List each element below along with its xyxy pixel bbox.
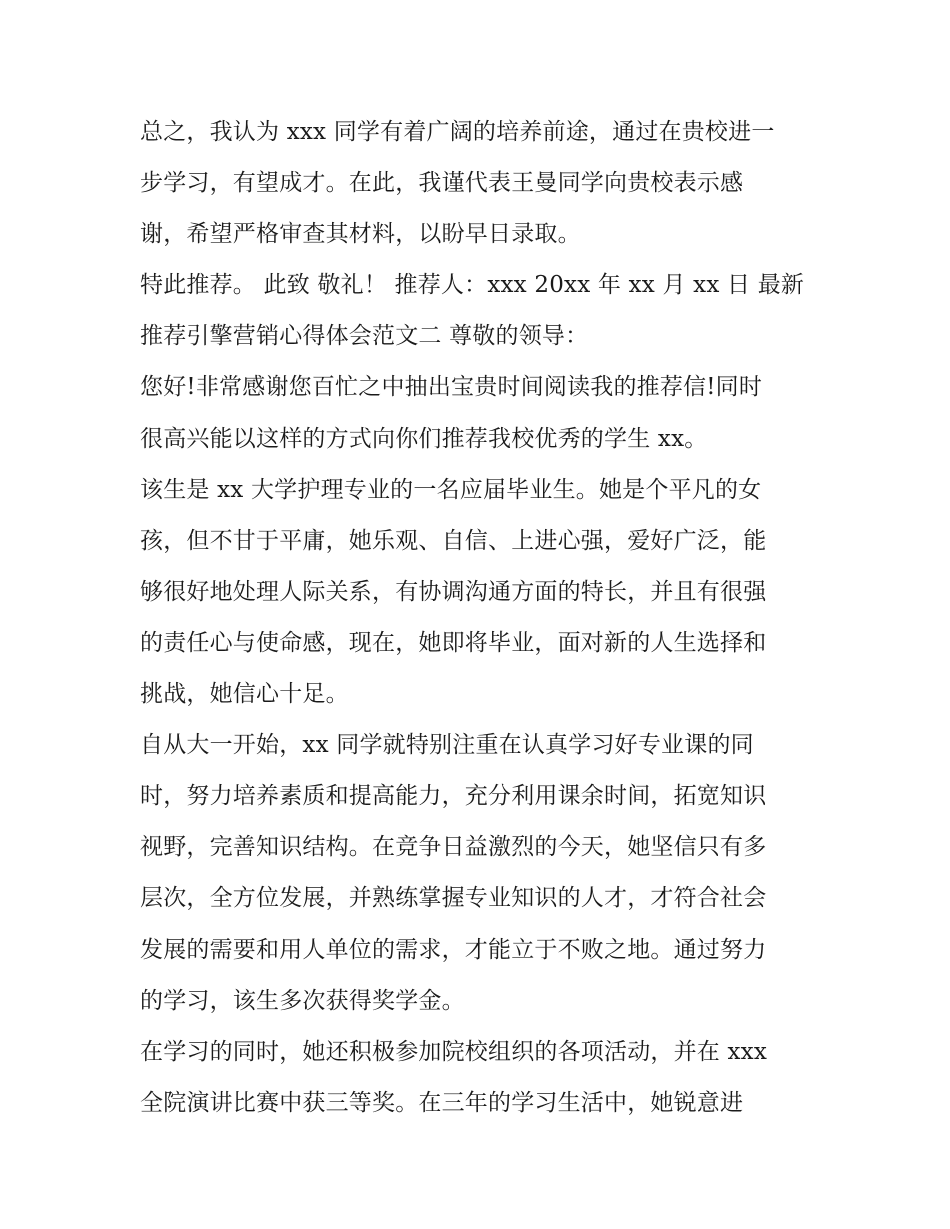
text-line-9: 孩，但不甘于平庸，她乐观、自信、上进心强，爱好广泛，能 bbox=[140, 527, 767, 554]
text-line-20: 全院演讲比赛中获三等奖。在三年的学习生活中，她锐意进 bbox=[140, 1089, 744, 1116]
text-line-11: 的责任心与使命感，现在，她即将毕业，面对新的人生选择和 bbox=[140, 629, 767, 656]
text-line-2: 步学习，有望成才。在此，我谨代表王曼同学向贵校表示感 bbox=[140, 170, 744, 197]
text-line-8: 该生是 xx 大学护理专业的一名应届毕业生。她是个平凡的女 bbox=[140, 476, 762, 503]
text-line-19: 在学习的同时，她还积极参加院校组织的各项活动，并在 xxx bbox=[140, 1038, 768, 1065]
text-line-13: 自从大一开始，xx 同学就特别注重在认真学习好专业课的同 bbox=[140, 732, 754, 759]
text-line-10: 够很好地处理人际关系，有协调沟通方面的特长，并且有很强 bbox=[140, 578, 767, 605]
body-text bbox=[140, 107, 820, 1129]
text-line-6: 您好!非常感谢您百忙之中抽出宝贵时间阅读我的推荐信!同时 bbox=[140, 374, 763, 401]
text-line-17: 发展的需要和用人单位的需求，才能立于不败之地。通过努力 bbox=[140, 936, 767, 963]
text-line-18: 的学习，该生多次获得奖学金。 bbox=[140, 987, 465, 1014]
text-line-5: 推荐引擎营销心得体会范文二 尊敬的领导： bbox=[140, 323, 589, 350]
text-line-15: 视野，完善知识结构。在竞争日益激烈的今天，她坚信只有多 bbox=[140, 834, 767, 861]
text-line-1: 总之，我认为 xxx 同学有着广阔的培养前途，通过在贵校进一 bbox=[140, 119, 775, 145]
text-line-16: 层次，全方位发展，并熟练掌握专业知识的人才，才符合社会 bbox=[140, 885, 767, 912]
text-line-4: 特此推荐。 此致 敬礼！ 推荐人：xxx 20xx 年 xx 月 xx 日 最新 bbox=[140, 272, 805, 299]
text-line-7: 很高兴能以这样的方式向你们推荐我校优秀的学生 xx。 bbox=[140, 425, 708, 452]
text-line-3: 谢，希望严格审查其材料，以盼早日录取。 bbox=[140, 221, 581, 248]
text-line-12: 挑战，她信心十足。 bbox=[140, 681, 349, 708]
text-line-14: 时，努力培养素质和提高能力，充分利用课余时间，拓宽知识 bbox=[140, 783, 767, 810]
